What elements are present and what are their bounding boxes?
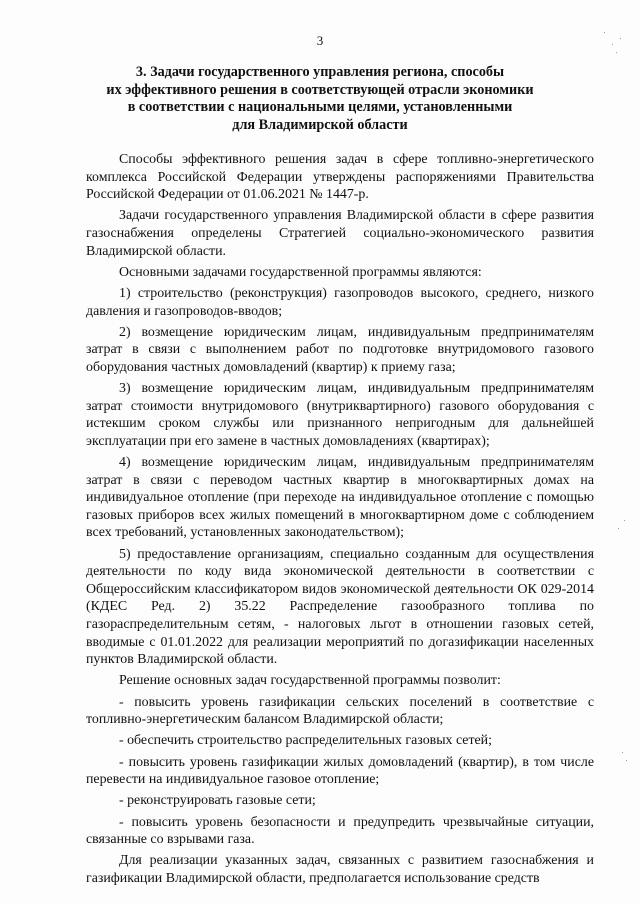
bullet-item: - реконструировать газовые сети; — [119, 793, 316, 809]
bullet-item: - повысить уровень безопасности и предупредить чрезвычайные ситуации, связанные со взрывами газа. — [86, 814, 594, 848]
page-number: 3 — [316, 33, 324, 48]
section-heading — [70, 64, 570, 134]
paragraph: Задачи государственного управления Владимирской области в сфере развития газоснабжения определены Стратегией социально-экономического развития Владимирской области. — [86, 208, 594, 259]
paragraph: Для реализации указанных задач, связанных с развитием газоснабжения и газификации Владимирской области, предполагается использование средств — [86, 853, 594, 886]
paragraph: Основными задачами государственной программы являются: — [119, 264, 482, 280]
heading-line: для Владимирской области — [232, 116, 408, 133]
bullet-item: - обеспечить строительство распределительных газовых сетей; — [119, 733, 492, 749]
list-item: 2) возмещение юридическим лицам, индивидуальным предпринимателям затрат в связи с выполнением работ по подготовке внутридомового газового оборудования частных домовладений (квартир) к приему газа; — [86, 324, 594, 375]
scan-speck — [618, 528, 619, 529]
heading-line: 3. Задачи государственного управления региона, способы — [135, 64, 505, 80]
paragraph: Способы эффективного решения задач в сфере топливно-энергетического комплекса Российской Федерации утверждены распоряжениями Правительства Российской Федерации от 01.06.2021 № 1447-р. — [86, 152, 594, 203]
list-item: 1) строительство (реконструкция) газопроводов высокого, среднего, низкого давления и газопроводов-вводов; — [86, 285, 594, 319]
bullet-item: - повысить уровень газификации сельских поселений в соответствие с топливно-энергетическим балансом Владимирской области; — [86, 694, 594, 728]
paragraph: Решение основных задач государственной программы позволит: — [119, 673, 501, 689]
scan-speck — [624, 520, 625, 521]
scan-speck — [626, 760, 627, 761]
body-text — [86, 151, 594, 887]
list-item: 4) возмещение юридическим лицам, индивидуальным предпринимателям затрат в связи с переводом частных квартир в многоквартирных домах на индивидуальное отопление (при переходе на индивидуальное отопление с помощью газовых приборов всех жилых помещений в многоквартирном доме с соблюдением всех требований, установленных законодательством); — [86, 455, 594, 541]
bullet-item: - повысить уровень газификации жилых домовладений (квартир), в том числе перевести на индивидуальное газовое отопление; — [86, 754, 594, 788]
heading-line: в соответствии с национальными целями, установленными — [127, 99, 513, 115]
scan-speck — [622, 752, 623, 753]
list-item: 5) предоставление организациям, специально созданным для осуществления деятельности по коду вида экономической деятельности в соответствии с Общероссийским классификатором видов экономической деятельности ОК 029-2014 (КДЕС Ред. 2) 35.22 Распределение газообразного топлива по газораспределительным сетям, - налоговых льгот в отношении газовых сетей, вводимые с 01.01.2022 для реализации мероприятий по догазификации населенных пунктов Владимирской области. — [86, 546, 594, 668]
heading-line: их эффективного решения в соответствующей отрасли экономики — [106, 81, 534, 98]
list-item: 3) возмещение юридическим лицам, индивидуальным предпринимателям затрат стоимости внутридомового (внутриквартирного) газового оборудования с истекшим сроком службы или признанного непригодным для дальнейшей эксплуатации при его замене в частных домовладениях (квартирах); — [86, 381, 594, 449]
scan-speck — [616, 52, 617, 53]
